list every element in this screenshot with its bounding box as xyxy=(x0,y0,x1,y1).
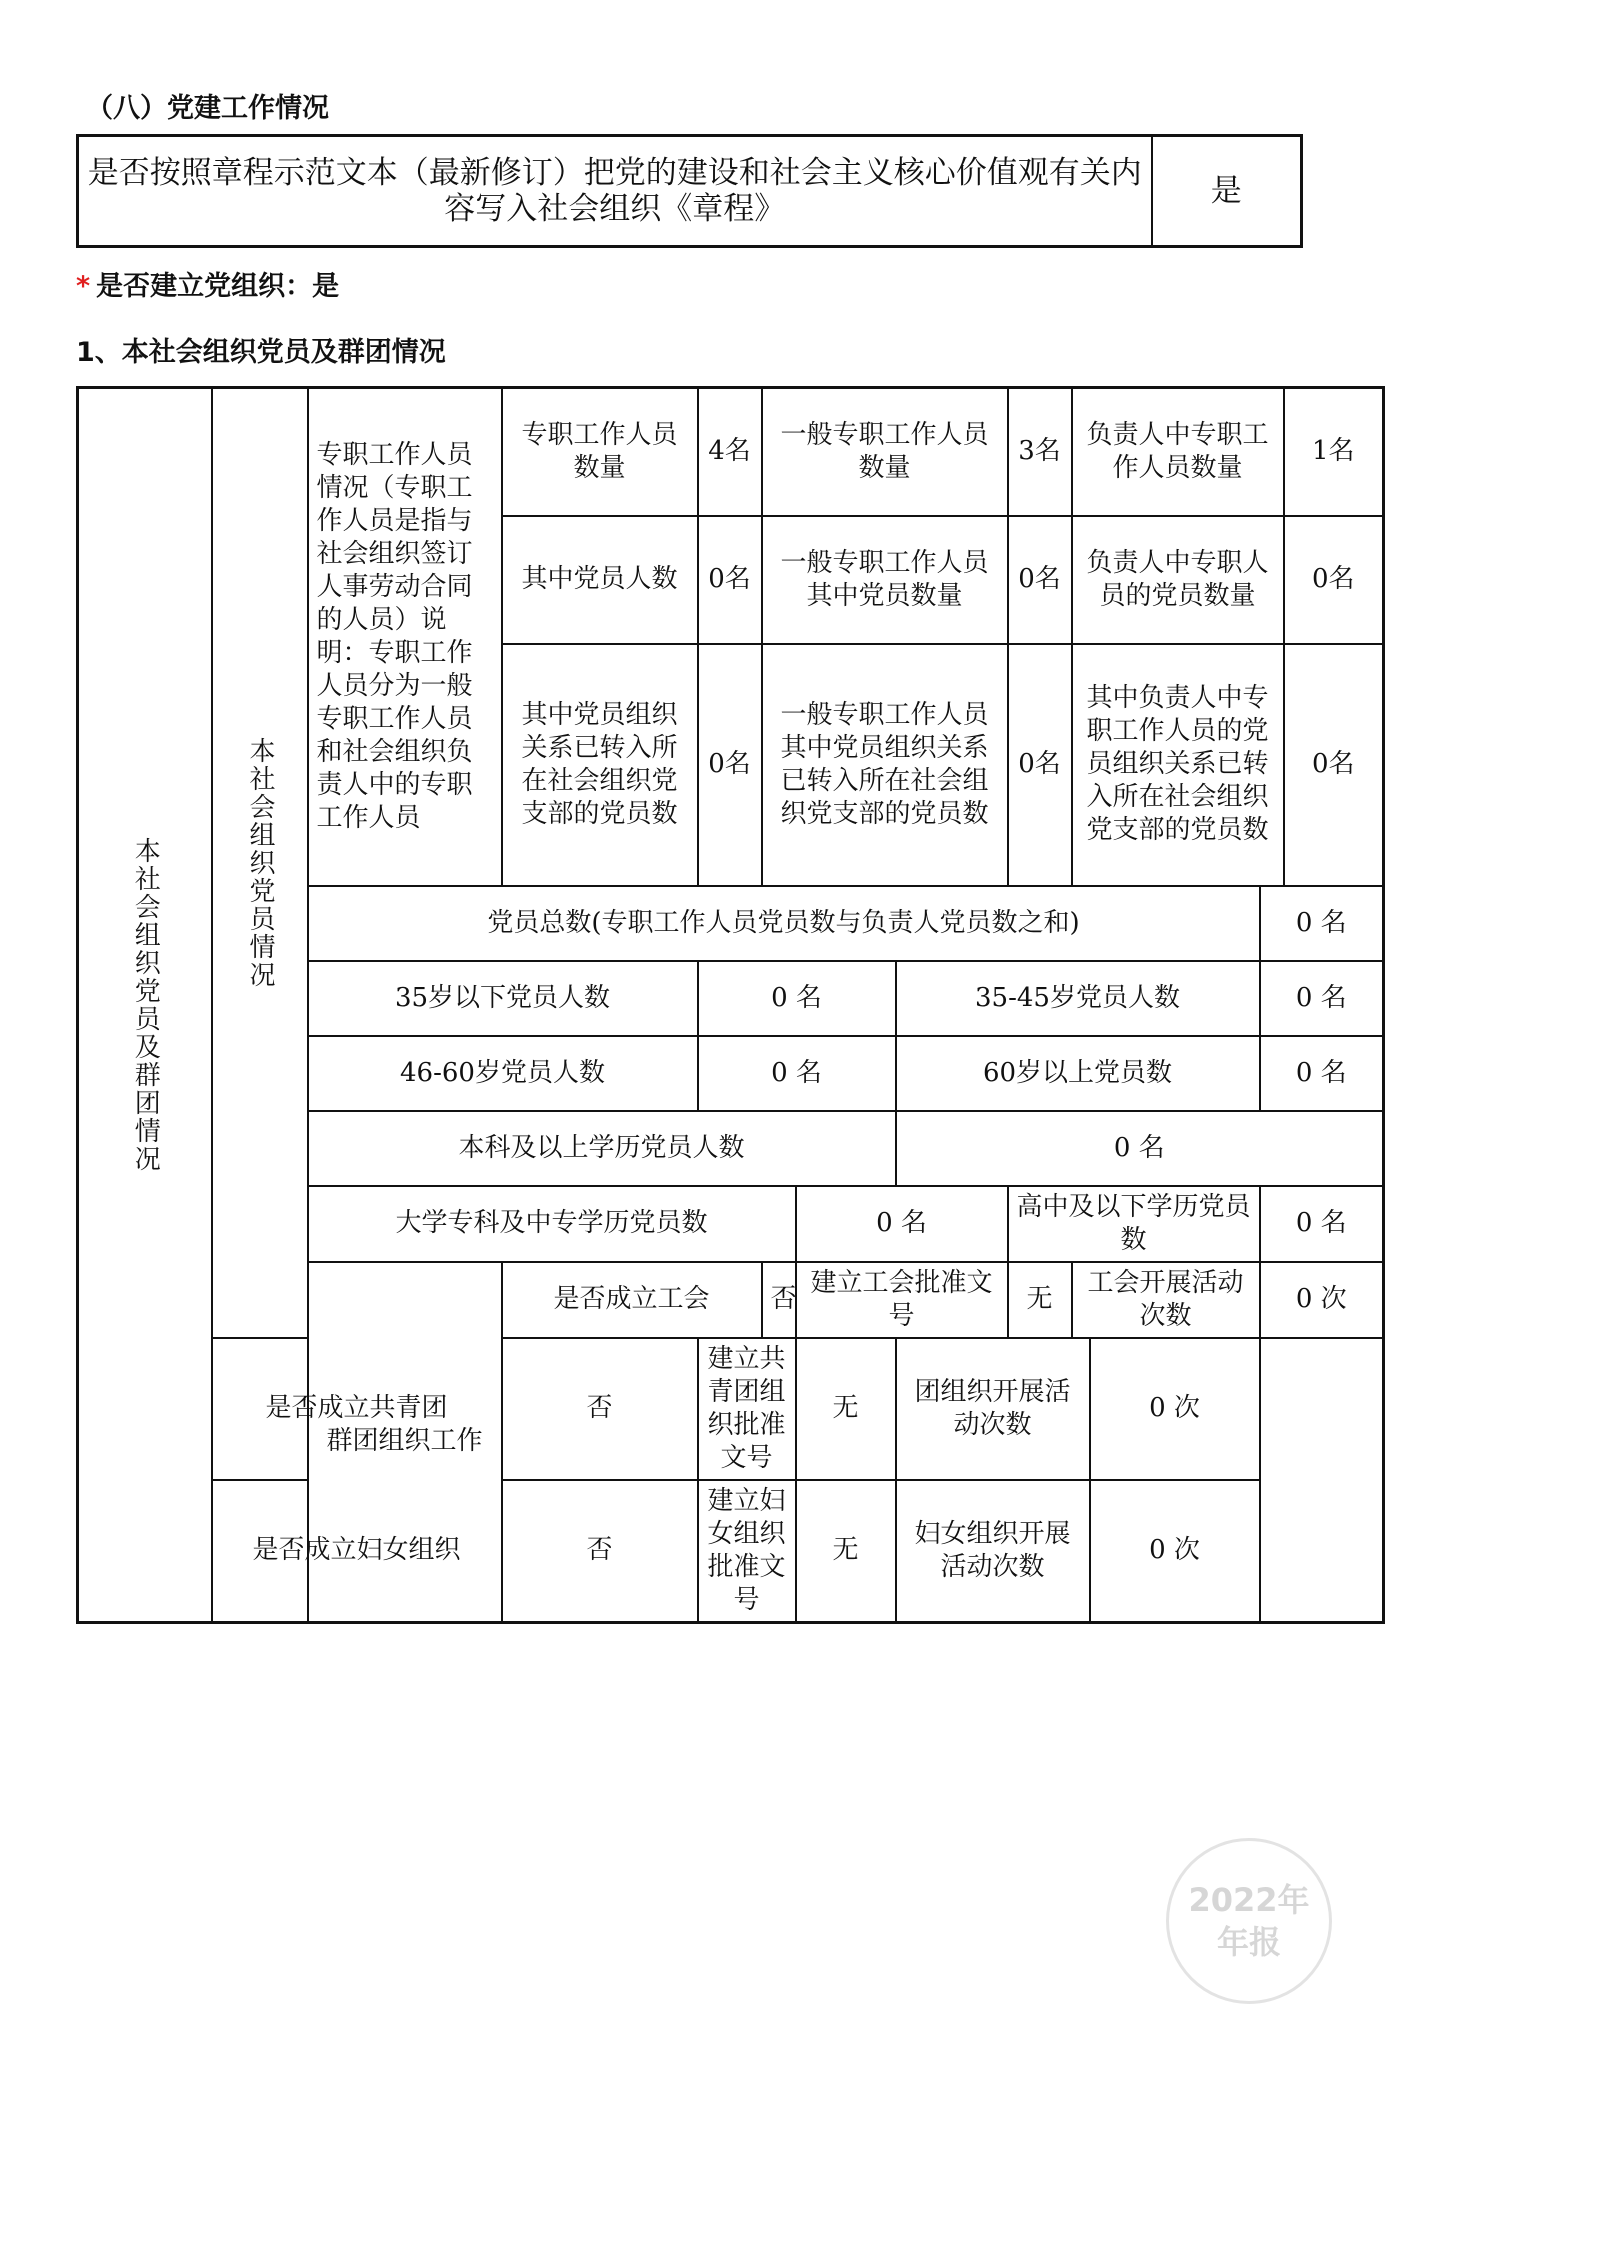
party-member-value: 0名 xyxy=(698,516,762,644)
general-staff-value: 3名 xyxy=(1008,388,1072,516)
general-staff-label: 一般专职工作人员数量 xyxy=(762,388,1008,516)
women-answer: 否 xyxy=(502,1480,698,1623)
charter-question: 是否按照章程示范文本（最新修订）把党的建设和社会主义核心价值观有关内容写入社会组织《章程》 xyxy=(78,136,1152,247)
women-doc-label: 建立妇女组织批准文号 xyxy=(698,1480,796,1623)
member-label: 本社会组织党员情况 xyxy=(245,736,275,989)
youth-doc-label: 建立共青团组织批准文号 xyxy=(698,1338,796,1480)
edu-bachelor-label: 本科及以上学历党员人数 xyxy=(308,1111,896,1186)
age-under35-value: 0 名 xyxy=(698,961,896,1036)
union-doc-label: 建立工会批准文号 xyxy=(796,1262,1008,1338)
charter-table xyxy=(76,134,1303,248)
party-member-label: 其中党员人数 xyxy=(502,516,698,644)
women-activity-label: 妇女组织开展活动次数 xyxy=(896,1480,1090,1623)
staff-count-value: 4名 xyxy=(698,388,762,516)
youth-question: 是否成立共青团 xyxy=(212,1338,502,1480)
union-answer: 否 xyxy=(762,1262,796,1338)
age-35-45-value: 0 名 xyxy=(1260,961,1384,1036)
youth-activity-label: 团组织开展活动次数 xyxy=(896,1338,1090,1480)
transferred-value: 0名 xyxy=(698,644,762,886)
outer-label: 本社会组织党员及群团情况 xyxy=(130,836,161,1173)
member-label-cell xyxy=(212,388,308,1338)
party-org-status xyxy=(76,264,339,303)
subsection-heading: 1、本社会组织党员及群团情况 xyxy=(76,337,446,368)
age-over60-value: 0 名 xyxy=(1260,1036,1384,1111)
edu-college-label: 大学专科及中专学历党员数 xyxy=(308,1186,796,1262)
age-under35-label: 35岁以下党员人数 xyxy=(308,961,698,1036)
outer-label-cell xyxy=(78,388,212,1623)
mass-org-label: 群团组织工作 xyxy=(308,1262,502,1623)
staff-note: 专职工作人员情况（专职工作人员是指与社会组织签订人事劳动合同的人员）说明：专职工作人员分为一般专职工作人员和社会组织负责人中的专职工作人员 xyxy=(308,388,502,886)
leader-transferred-label: 其中负责人中专职工作人员的党员组织关系已转入所在社会组织党支部的党员数 xyxy=(1072,644,1284,886)
general-party-label: 一般专职工作人员其中党员数量 xyxy=(762,516,1008,644)
union-activity-label: 工会开展活动次数 xyxy=(1072,1262,1260,1338)
edu-bachelor-value: 0 名 xyxy=(896,1111,1384,1186)
annual-report-watermark xyxy=(1166,1838,1332,2004)
age-over60-label: 60岁以上党员数 xyxy=(896,1036,1260,1111)
general-transferred-value: 0名 xyxy=(1008,644,1072,886)
general-transferred-label: 一般专职工作人员其中党员组织关系已转入所在社会组织党支部的党员数 xyxy=(762,644,1008,886)
youth-doc: 无 xyxy=(796,1338,896,1480)
charter-answer: 是 xyxy=(1152,136,1302,247)
leader-transferred-value: 0名 xyxy=(1284,644,1384,886)
women-activity-value: 0 次 xyxy=(1090,1480,1260,1623)
youth-activity-value: 0 次 xyxy=(1090,1338,1260,1480)
leader-staff-value: 1名 xyxy=(1284,388,1384,516)
union-question: 是否成立工会 xyxy=(502,1262,762,1338)
union-doc: 无 xyxy=(1008,1262,1072,1338)
staff-count-label: 专职工作人员数量 xyxy=(502,388,698,516)
total-members-value: 0 名 xyxy=(1260,886,1384,961)
age-46-60-label: 46-60岁党员人数 xyxy=(308,1036,698,1111)
youth-answer: 否 xyxy=(502,1338,698,1480)
leader-party-value: 0名 xyxy=(1284,516,1384,644)
general-party-value: 0名 xyxy=(1008,516,1072,644)
edu-highschool-value: 0 名 xyxy=(1260,1186,1384,1262)
age-35-45-label: 35-45岁党员人数 xyxy=(896,961,1260,1036)
leader-party-label: 负责人中专职人员的党员数量 xyxy=(1072,516,1284,644)
party-org-text: 是否建立党组织：是 xyxy=(96,271,340,302)
union-activity-value: 0 次 xyxy=(1260,1262,1384,1338)
transferred-label: 其中党员组织关系已转入所在社会组织党支部的党员数 xyxy=(502,644,698,886)
members-table xyxy=(76,386,1385,1624)
edu-highschool-label: 高中及以下学历党员数 xyxy=(1008,1186,1260,1262)
age-46-60-value: 0 名 xyxy=(698,1036,896,1111)
leader-staff-label: 负责人中专职工作人员数量 xyxy=(1072,388,1284,516)
women-question: 是否成立妇女组织 xyxy=(212,1480,502,1623)
edu-college-value: 0 名 xyxy=(796,1186,1008,1262)
section-heading: （八）党建工作情况 xyxy=(86,93,329,124)
total-members-label: 党员总数(专职工作人员党员数与负责人党员数之和) xyxy=(308,886,1260,961)
watermark-year: 2022年 xyxy=(1188,1881,1310,1919)
watermark-text: 年报 xyxy=(1216,1923,1281,1961)
women-doc: 无 xyxy=(796,1480,896,1623)
required-star: * xyxy=(76,271,91,302)
